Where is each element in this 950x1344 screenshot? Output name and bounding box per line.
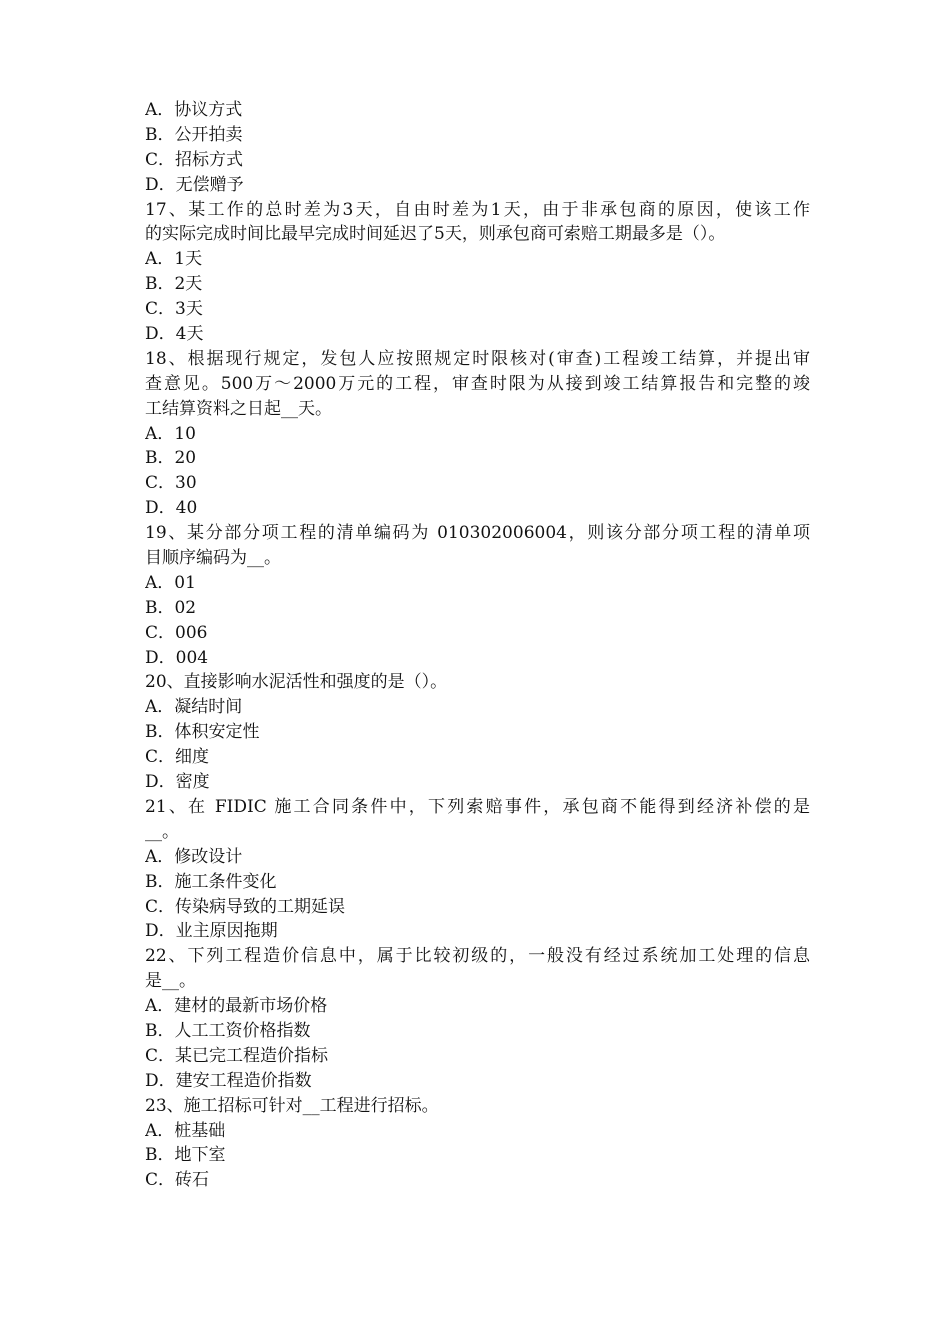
text-line: C．招标方式 [145,149,244,170]
text-line: D．业主原因拖期 [145,921,278,942]
text-line: D．无偿赠予 [145,174,244,195]
question-text-line: 21、在 FIDIC 施工合同条件中，下列索赔事件，承包商不能得到经济补偿的是 [145,796,810,817]
text-line: C．细度 [145,747,210,768]
text-line: D．4天 [145,324,204,345]
text-line: B．施工条件变化 [145,871,277,892]
text-line: A．凝结时间 [145,697,243,718]
text-line: B．02 [145,597,197,618]
text-line: D．密度 [145,772,210,793]
text-line: C．3天 [145,299,203,320]
question-text-line: 17、某工作的总时差为3天，自由时差为1天，由于非承包商的原因，使该工作 [145,199,810,220]
question-text-line: 22、下列工程造价信息中，属于比较初级的，一般没有经过系统加工处理的信息 [145,946,810,967]
text-line: B．地下室 [145,1145,226,1166]
text-line: A．桩基础 [145,1120,226,1141]
question-text-line: 目顺序编码为__。 [145,548,281,569]
question-text-line: 查意见。500万～2000万元的工程，审查时限为从接到竣工结算报告和完整的竣 [145,373,810,394]
text-line: C．砖石 [145,1170,210,1191]
document-page [145,98,810,1193]
text-line: D．40 [145,498,198,519]
text-line: A．10 [145,423,196,444]
question-text-line: 23、施工招标可针对__工程进行招标。 [145,1095,439,1116]
text-line: B．公开拍卖 [145,124,243,145]
text-line: C．30 [145,473,197,494]
text-line: C．某已完工程造价指标 [145,1045,329,1066]
question-text-line: 20、直接影响水泥活性和强度的是（）。 [145,672,448,693]
text-line: D．004 [145,647,209,668]
text-line: A．01 [145,572,196,593]
question-text-line: 19、某分部分项工程的清单编码为 010302006004，则该分部分项工程的清单项 [145,523,810,544]
text-line: D．建安工程造价指数 [145,1070,312,1091]
question-text-line: 工结算资料之日起__天。 [145,398,332,419]
text-line: B．人工工资价格指数 [145,1020,311,1041]
question-text-line: 是__。 [145,971,196,992]
text-line: A．1天 [145,249,203,270]
text-line: A．协议方式 [145,100,243,120]
text-line: A．修改设计 [145,846,243,867]
text-line: C．006 [145,622,208,643]
text-line: B．体积安定性 [145,722,260,743]
question-text-line: 的实际完成时间比最早完成时间延迟了5天，则承包商可索赔工期最多是（）。 [145,224,726,245]
text-line: B．2天 [145,274,203,295]
text-line: A．建材的最新市场价格 [145,996,328,1017]
question-text-line: 18、根据现行规定，发包人应按照规定时限核对(审查)工程竣工结算，并提出审 [145,348,810,369]
text-line: B．20 [145,448,197,469]
question-text-line: __。 [145,821,179,842]
text-line: C．传染病导致的工期延误 [145,896,346,917]
